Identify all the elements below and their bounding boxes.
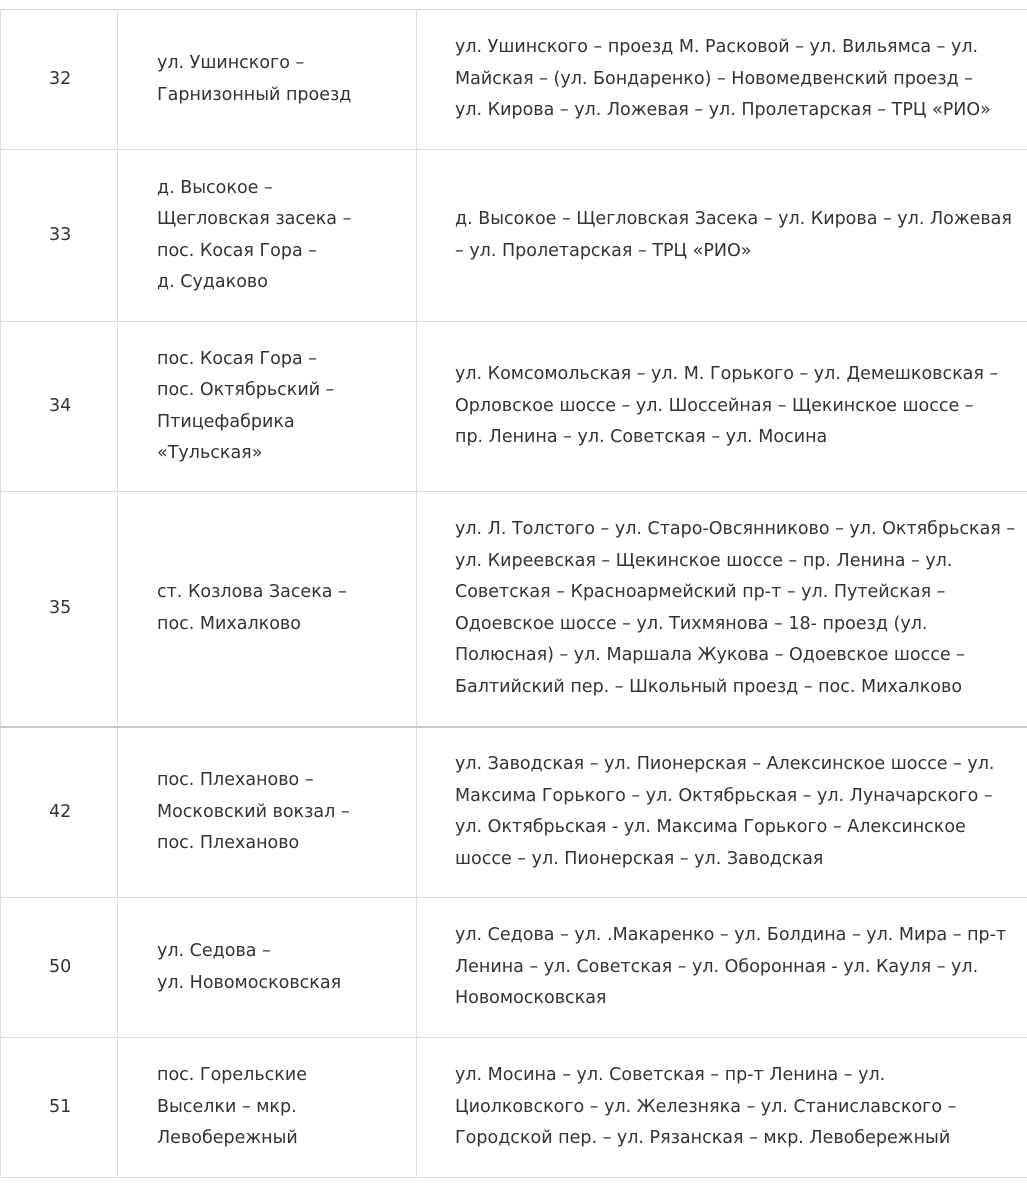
route-name-line: Московский вокзал – xyxy=(157,801,350,822)
route-name-line: ул. Седова – xyxy=(157,941,271,961)
route-path-line: Одоевское шоссе – ул. Тихмянова – 18- проезд (ул. xyxy=(455,613,928,634)
table-row xyxy=(1,1038,1027,1178)
route-name-line: Гарнизонный проезд xyxy=(157,84,352,105)
route-name-line: пос. Плеханово – xyxy=(157,770,314,790)
table-row xyxy=(1,150,1027,322)
route-number: 33 xyxy=(1,150,118,322)
route-path-line: д. Высокое – Щегловская Засека – ул. Кирова – ул. Ложевая xyxy=(455,209,1012,229)
route-name-line: пос. Плеханово xyxy=(157,833,300,853)
route-path-line: Новомосковская xyxy=(455,988,607,1009)
route-name-line: ул. Новомосковская xyxy=(157,972,342,993)
route-name-line: Птицефабрика xyxy=(157,411,295,432)
route-name-line: пос. Октябрьский – xyxy=(157,380,335,400)
route-path xyxy=(417,492,1027,727)
table-row xyxy=(1,10,1027,150)
route-path-line: – ул. Пролетарская – ТРЦ «РИО» xyxy=(455,240,752,261)
route-path xyxy=(417,10,1027,150)
route-path-line: Орловское шоссе – ул. Шоссейная – Щекинское шоссе – xyxy=(455,395,974,416)
route-path-line: Максима Горького – ул. Октябрьская – ул. Луначарского – xyxy=(455,785,993,806)
route-number: 50 xyxy=(1,898,118,1038)
route-name-line: д. Судаково xyxy=(157,272,268,292)
route-path-line: Циолковского – ул. Железняка – ул. Станиславского – xyxy=(455,1096,957,1117)
route-path-line: Полюсная) – ул. Маршала Жукова – Одоевское шоссе – xyxy=(455,645,965,666)
route-name-line: пос. Михалково xyxy=(157,613,301,634)
route-path-line: ул. Мосина – ул. Советская – пр-т Ленина – ул. xyxy=(455,1065,886,1086)
route-path-line: шоссе – ул. Пионерская – ул. Заводская xyxy=(455,848,824,869)
route-number: 34 xyxy=(1,322,118,492)
route-name-line: пос. Косая Гора – xyxy=(157,348,317,369)
table-row xyxy=(1,898,1027,1038)
route-name xyxy=(118,492,417,727)
route-path-line: ул. Октябрьская - ул. Максима Горького – Алексинское xyxy=(455,817,966,838)
route-number: 42 xyxy=(1,727,118,898)
route-name xyxy=(118,10,417,150)
route-path-line: Майская – (ул. Бондаренко) – Новомедвенский проезд – xyxy=(455,68,974,89)
route-path xyxy=(417,1038,1027,1178)
route-path-line: Советская – Красноармейский пр-т – ул. Путейская – xyxy=(455,582,946,603)
route-path-line: пр. Ленина – ул. Советская – ул. Мосина xyxy=(455,427,828,448)
route-path-line: ул. Заводская – ул. Пионерская – Алексинское шоссе – ул. xyxy=(455,754,995,775)
route-path-line: ул. Седова – ул. .Макаренко – ул. Болдина – ул. Мира – пр-т xyxy=(455,925,1007,946)
route-number: 51 xyxy=(1,1038,118,1178)
table-row xyxy=(1,322,1027,492)
route-name-line: Левобережный xyxy=(157,1128,298,1149)
route-path-line: ул. Кирова – ул. Ложевая – ул. Пролетарская – ТРЦ «РИО» xyxy=(455,100,991,121)
route-name-line: д. Высокое – xyxy=(157,177,273,198)
route-path xyxy=(417,898,1027,1038)
route-name-line: «Тульская» xyxy=(157,443,263,463)
route-name-line: Выселки – мкр. xyxy=(157,1096,297,1117)
route-path xyxy=(417,322,1027,492)
routes-table xyxy=(0,9,1027,1178)
route-name xyxy=(118,1038,417,1178)
table-row xyxy=(1,492,1027,727)
route-path-line: Ленина – ул. Советская – ул. Оборонная - ул. Кауля – ул. xyxy=(455,956,979,977)
route-name-line: ст. Козлова Засека – xyxy=(157,582,347,603)
route-name xyxy=(118,322,417,492)
route-name xyxy=(118,898,417,1038)
route-name-line: Щегловская засека – xyxy=(157,209,352,229)
route-name-line: пос. Косая Гора – xyxy=(157,240,317,261)
route-path-line: ул. Комсомольская – ул. М. Горького – ул. Демешковская – xyxy=(455,364,999,385)
route-name xyxy=(118,727,417,898)
route-name-line: пос. Горельские xyxy=(157,1065,307,1086)
route-path-line: ул. Ушинского – проезд М. Расковой – ул. Вильямса – ул. xyxy=(455,37,979,58)
route-number: 32 xyxy=(1,10,118,150)
table-row xyxy=(1,727,1027,898)
route-path xyxy=(417,150,1027,322)
route-name-line: ул. Ушинского – xyxy=(157,53,305,73)
route-path-line: ул. Киреевская – Щекинское шоссе – пр. Ленина – ул. xyxy=(455,550,953,571)
route-path-line: Балтийский пер. – Школьный проезд – пос. Михалково xyxy=(455,676,963,697)
route-name xyxy=(118,150,417,322)
route-path-line: ул. Л. Толстого – ул. Старо-Овсянниково – ул. Октябрьская – xyxy=(455,519,1016,540)
route-path-line: Городской пер. – ул. Рязанская – мкр. Левобережный xyxy=(455,1128,951,1149)
route-path xyxy=(417,727,1027,898)
route-number: 35 xyxy=(1,492,118,727)
